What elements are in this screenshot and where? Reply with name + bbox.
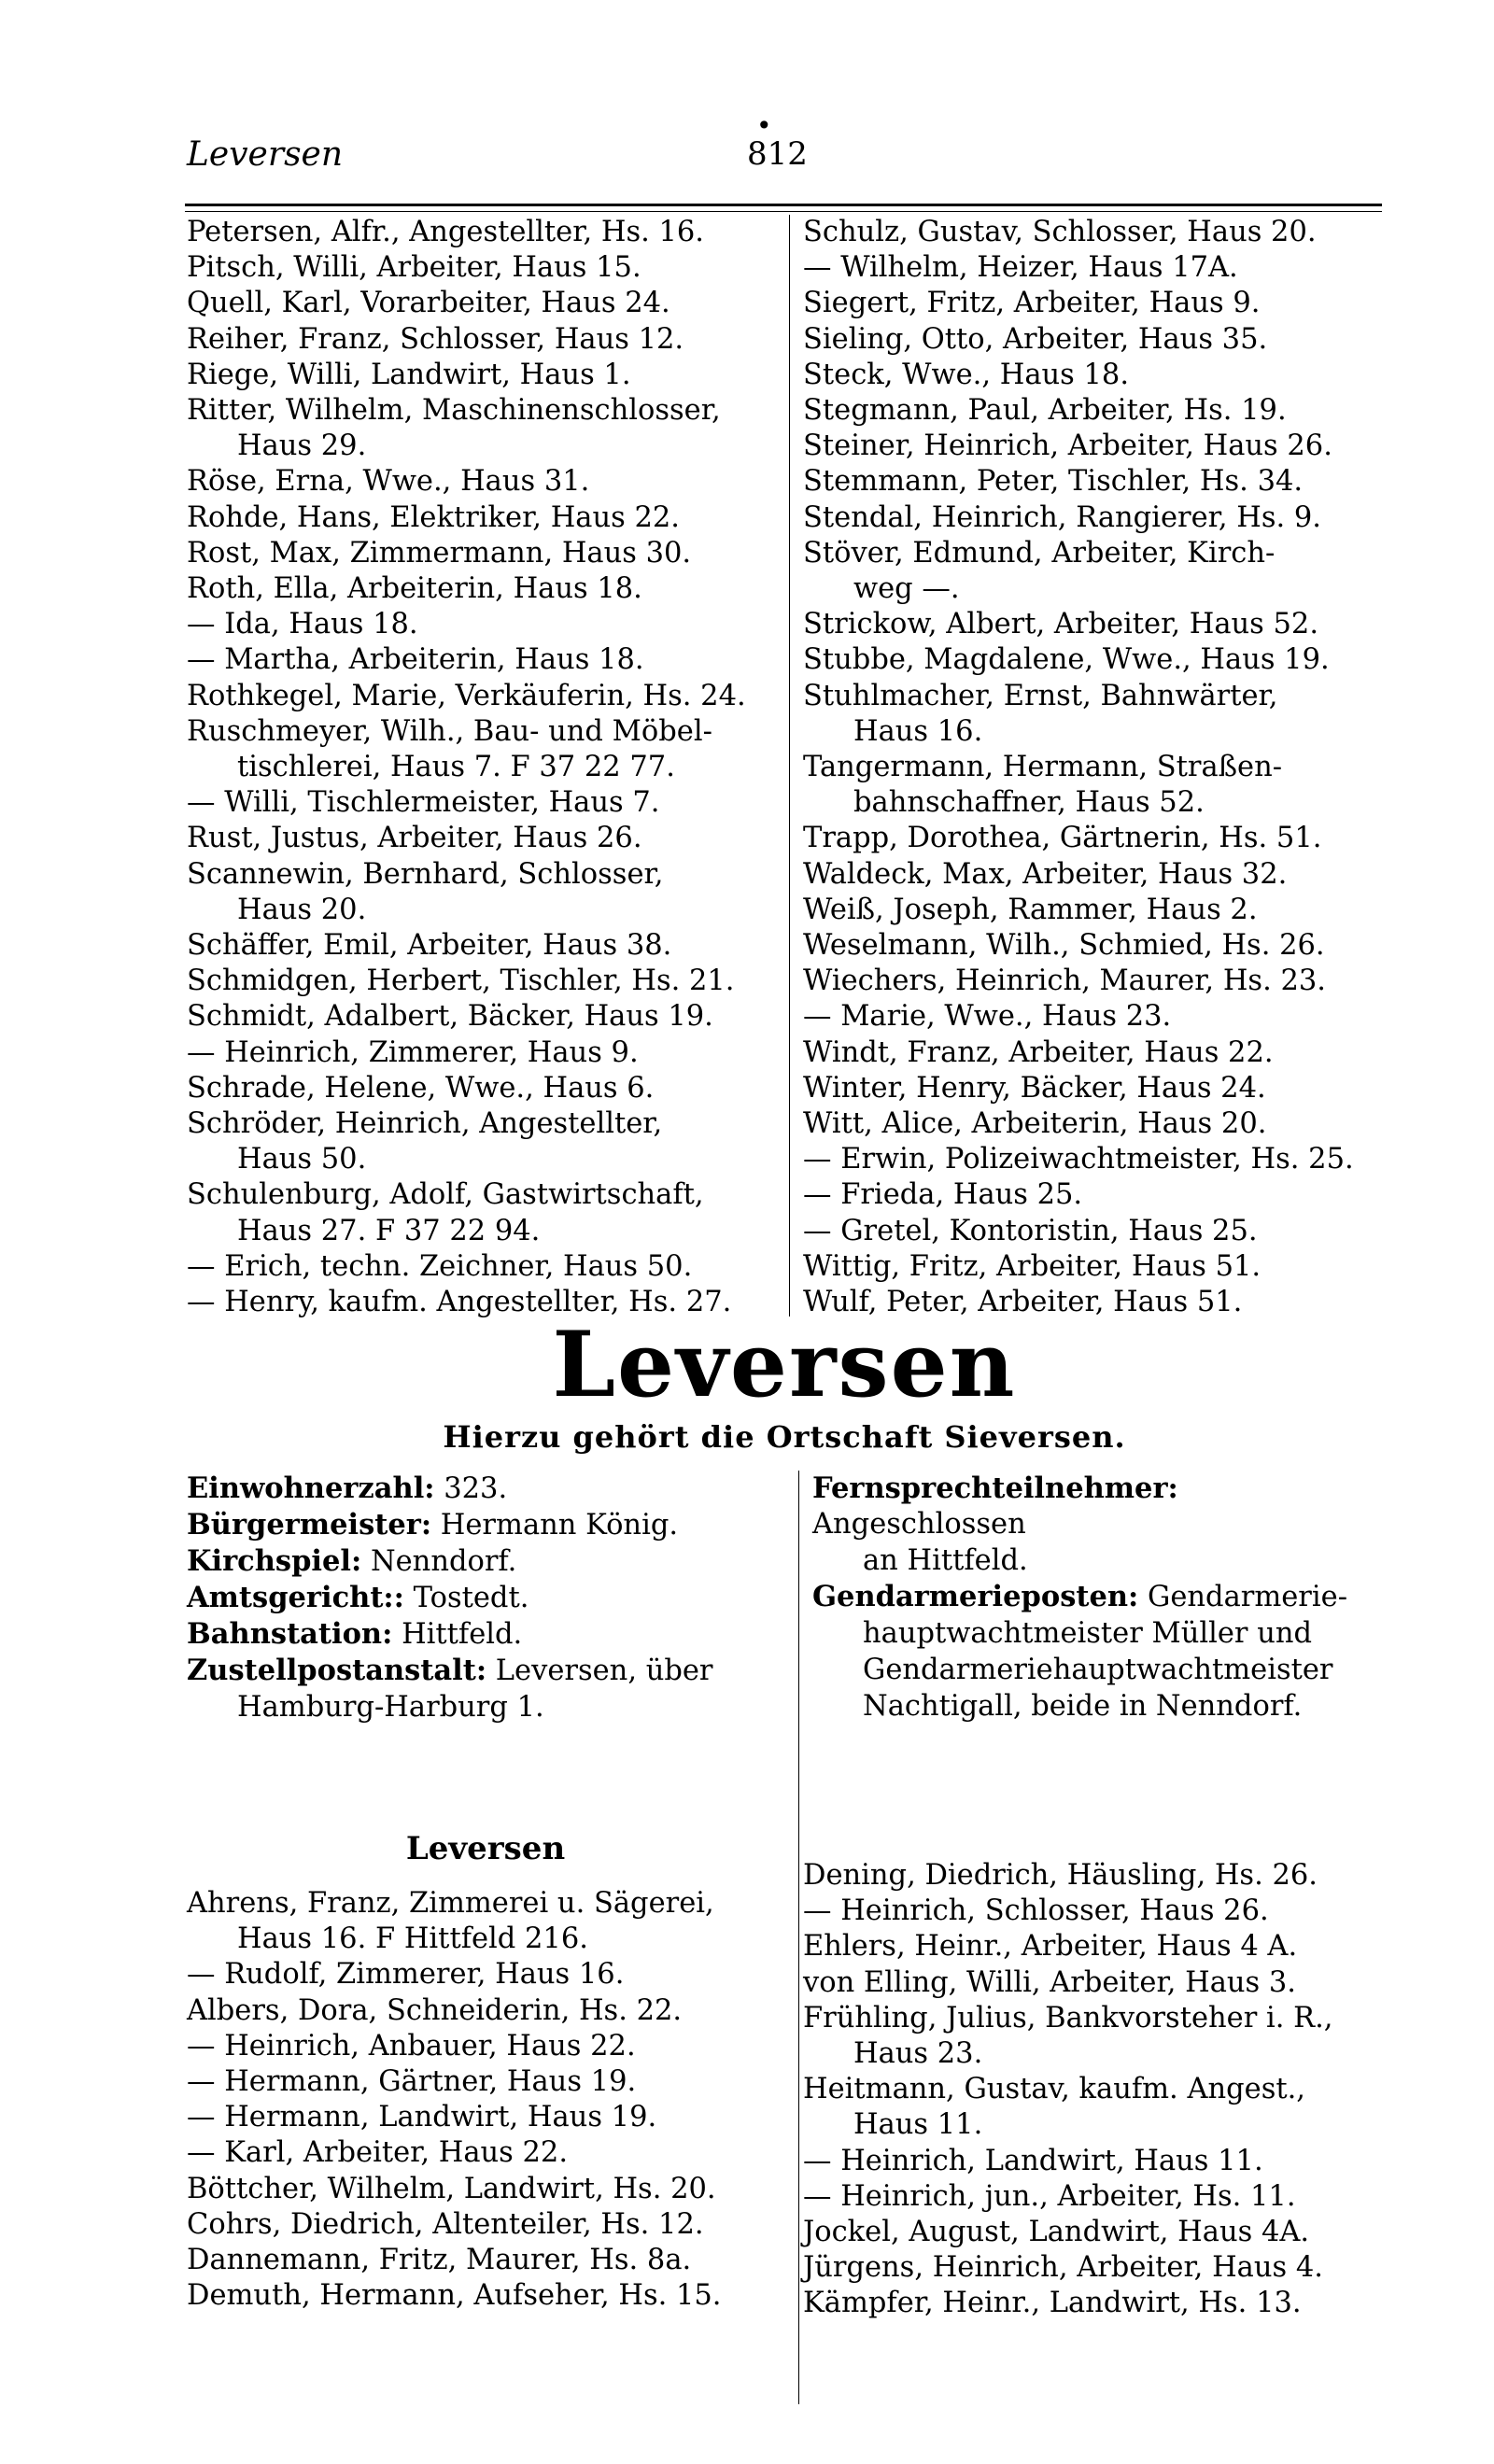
- directory-entry: Weiß, Joseph, Rammer, Haus 2.: [803, 893, 1258, 926]
- bottom-left-column: [187, 1886, 775, 2314]
- info-line: [812, 1652, 1382, 1688]
- directory-entry: Haus 16. F Hittfeld 216.: [237, 1922, 588, 1956]
- directory-entry: Rothkegel, Marie, Verkäuferin, Hs. 24.: [187, 679, 746, 712]
- directory-entry: Albers, Dora, Schneiderin, Hs. 22.: [187, 1993, 683, 2027]
- directory-entry: bahnschaffner, Haus 52.: [853, 786, 1205, 820]
- directory-entry: von Elling, Willi, Arbeiter, Haus 3.: [803, 1965, 1296, 1999]
- directory-entry: — Wilhelm, Heizer, Haus 17A.: [803, 251, 1238, 285]
- info-value: an Hittfeld.: [863, 1544, 1028, 1577]
- directory-entry: Jockel, August, Landwirt, Haus 4A.: [803, 2216, 1310, 2249]
- running-head: Leversen: [187, 135, 344, 174]
- directory-entry: Rust, Justus, Arbeiter, Haus 26.: [187, 822, 642, 855]
- info-label: Bürgermeister:: [187, 1508, 432, 1542]
- info-value: Nenndorf.: [361, 1545, 517, 1578]
- directory-entry: Waldeck, Max, Arbeiter, Haus 32.: [803, 857, 1288, 891]
- directory-entry: — Heinrich, jun., Arbeiter, Hs. 11.: [803, 2179, 1296, 2213]
- directory-entry: — Karl, Arbeiter, Haus 22.: [187, 2136, 569, 2170]
- directory-entry: Wulf, Peter, Arbeiter, Haus 51.: [803, 1286, 1243, 1319]
- municipality-info: [187, 1471, 1382, 1816]
- directory-entry: — Willi, Tischlermeister, Haus 7.: [187, 786, 660, 820]
- section-note: Hierzu gehört die Ortschaft Sieversen.: [443, 1419, 1126, 1455]
- directory-entry: — Martha, Arbeiterin, Haus 18.: [187, 643, 644, 677]
- info-label: Gendarmerieposten:: [812, 1580, 1139, 1613]
- directory-entry: — Hermann, Gärtner, Haus 19.: [187, 2065, 637, 2099]
- info-line: [812, 1688, 1382, 1725]
- directory-entry: Stuhlmacher, Ernst, Bahnwärter,: [803, 679, 1278, 712]
- directory-entry: Sieling, Otto, Arbeiter, Haus 35.: [803, 322, 1268, 356]
- info-line: [187, 1616, 775, 1653]
- info-value: hauptwachtmeister Müller und: [863, 1617, 1313, 1650]
- directory-entry: — Heinrich, Zimmerer, Haus 9.: [187, 1035, 639, 1069]
- info-line: [187, 1543, 775, 1580]
- info-value: Hamburg-Harburg 1.: [237, 1691, 544, 1724]
- directory-entry: Haus 16.: [853, 714, 983, 748]
- column-divider: [789, 215, 790, 1316]
- directory-entry: Jürgens, Heinrich, Arbeiter, Haus 4.: [803, 2251, 1323, 2285]
- directory-entry: Ehlers, Heinr., Arbeiter, Haus 4 A.: [803, 1930, 1298, 1964]
- directory-entry: Ritter, Wilhelm, Maschinenschlosser,: [187, 394, 721, 428]
- directory-entry: — Erwin, Polizeiwachtmeister, Hs. 25.: [803, 1143, 1354, 1176]
- directory-entry: — Frieda, Haus 25.: [803, 1178, 1083, 1212]
- directory-entry: Steiner, Heinrich, Arbeiter, Haus 26.: [803, 429, 1332, 463]
- directory-entry: Haus 23.: [853, 2037, 983, 2071]
- info-value: Angeschlossen: [812, 1508, 1026, 1541]
- info-left-column: [187, 1471, 775, 1725]
- info-line: [812, 1615, 1382, 1652]
- directory-entry: Stöver, Edmund, Arbeiter, Kirch-: [803, 536, 1276, 570]
- directory-entry: Strickow, Albert, Arbeiter, Haus 52.: [803, 608, 1319, 641]
- directory-entry: Quell, Karl, Vorarbeiter, Haus 24.: [187, 287, 670, 320]
- directory-entry: Witt, Alice, Arbeiterin, Haus 20.: [803, 1107, 1267, 1141]
- directory-entry: Haus 29.: [237, 429, 367, 463]
- directory-page: [177, 110, 1391, 2362]
- directory-entry: — Heinrich, Schlosser, Haus 26.: [803, 1894, 1269, 1928]
- directory-entry: Haus 11.: [853, 2108, 983, 2142]
- directory-entry: Haus 50.: [237, 1143, 367, 1176]
- bottom-columns: [187, 1859, 1382, 2353]
- directory-entry: Scannewin, Bernhard, Schlosser,: [187, 857, 664, 891]
- directory-entry: — Hermann, Landwirt, Haus 19.: [187, 2101, 657, 2134]
- info-label: Kirchspiel:: [187, 1544, 362, 1578]
- page-dot: •: [756, 110, 772, 141]
- info-value: Nachtigall, beide in Nenndorf.: [863, 1690, 1303, 1723]
- directory-entry: Trapp, Dorothea, Gärtnerin, Hs. 51.: [803, 822, 1322, 855]
- directory-entry: Demuth, Hermann, Aufseher, Hs. 15.: [187, 2279, 722, 2313]
- directory-entry: Ruschmeyer, Wilh., Bau- und Möbel-: [187, 714, 712, 748]
- directory-entry: Schulz, Gustav, Schlosser, Haus 20.: [803, 216, 1317, 248]
- directory-entry: Frühling, Julius, Bankvorsteher i. R.,: [803, 2001, 1333, 2035]
- directory-entry: Schmidgen, Herbert, Tischler, Hs. 21.: [187, 964, 735, 998]
- directory-entry: Windt, Franz, Arbeiter, Haus 22.: [803, 1035, 1274, 1069]
- directory-entry: Wittig, Fritz, Arbeiter, Haus 51.: [803, 1249, 1261, 1283]
- top-left-column: [187, 215, 775, 1320]
- directory-entry: Pitsch, Willi, Arbeiter, Haus 15.: [187, 251, 641, 285]
- info-label: Zustellpostanstalt:: [187, 1654, 487, 1687]
- directory-entry: Steck, Wwe., Haus 18.: [803, 358, 1130, 391]
- info-label: Einwohnerzahl:: [187, 1471, 435, 1505]
- directory-entry: Petersen, Alfr., Angestellter, Hs. 16.: [187, 216, 704, 248]
- info-line: [187, 1471, 775, 1507]
- directory-entry: Roth, Ella, Arbeiterin, Haus 18.: [187, 572, 642, 606]
- directory-entry: Rost, Max, Zimmermann, Haus 30.: [187, 536, 692, 570]
- directory-entry: — Rudolf, Zimmerer, Haus 16.: [187, 1958, 625, 1992]
- directory-entry: Haus 27. F 37 22 94.: [237, 1214, 541, 1247]
- top-right-column: [803, 215, 1382, 1320]
- directory-entry: Stemmann, Peter, Tischler, Hs. 34.: [803, 465, 1304, 499]
- directory-entry: Cohrs, Diedrich, Altenteiler, Hs. 12.: [187, 2207, 704, 2241]
- info-value: Gendarmerie-: [1138, 1581, 1347, 1613]
- directory-entry: Stendal, Heinrich, Rangierer, Hs. 9.: [803, 500, 1322, 534]
- info-label: Bahnstation:: [187, 1617, 393, 1651]
- directory-entry: Röse, Erna, Wwe., Haus 31.: [187, 465, 590, 499]
- directory-entry: — Ida, Haus 18.: [187, 608, 418, 641]
- header-rule-thin: [185, 211, 1382, 212]
- directory-entry: Riege, Willi, Landwirt, Haus 1.: [187, 358, 631, 391]
- directory-entry: — Erich, techn. Zeichner, Haus 50.: [187, 1249, 693, 1283]
- directory-entry: Schäffer, Emil, Arbeiter, Haus 38.: [187, 929, 672, 963]
- directory-entry: Schulenburg, Adolf, Gastwirtschaft,: [187, 1178, 704, 1212]
- info-line: [812, 1471, 1382, 1542]
- top-columns: [187, 215, 1382, 1373]
- directory-entry: Ahrens, Franz, Zimmerei u. Sägerei,: [187, 1887, 714, 1920]
- directory-entry: weg —.: [853, 572, 960, 606]
- directory-entry: Dening, Diedrich, Häusling, Hs. 26.: [803, 1859, 1318, 1892]
- info-value: Hermann König.: [431, 1509, 679, 1542]
- info-line: [187, 1507, 775, 1543]
- directory-entry: — Henry, kaufm. Angestellter, Hs. 27.: [187, 1286, 732, 1319]
- directory-entry: Schröder, Heinrich, Angestellter,: [187, 1107, 663, 1141]
- bottom-right-column: [803, 1858, 1382, 2322]
- directory-entry: Schrade, Helene, Wwe., Haus 6.: [187, 1071, 655, 1105]
- info-value: 323.: [434, 1472, 508, 1505]
- directory-entry: Tangermann, Hermann, Straßen-: [803, 751, 1283, 784]
- directory-entry: Heitmann, Gustav, kaufm. Angest.,: [803, 2073, 1305, 2106]
- directory-entry: — Marie, Wwe., Haus 23.: [803, 1000, 1172, 1034]
- directory-entry: Rohde, Hans, Elektriker, Haus 22.: [187, 500, 680, 534]
- info-right-column: [812, 1471, 1382, 1725]
- info-value: Gendarmeriehauptwachtmeister: [863, 1654, 1333, 1686]
- info-line: [187, 1689, 775, 1725]
- directory-entry: — Gretel, Kontoristin, Haus 25.: [803, 1214, 1258, 1247]
- directory-entry: Kämpfer, Heinr., Landwirt, Hs. 13.: [803, 2287, 1302, 2320]
- subsection-title: Leversen: [405, 1830, 566, 1867]
- info-line: [812, 1579, 1382, 1615]
- directory-entry: Siegert, Fritz, Arbeiter, Haus 9.: [803, 287, 1261, 320]
- directory-entry: Haus 20.: [237, 893, 367, 926]
- info-value: Leversen, über: [486, 1654, 713, 1687]
- directory-entry: Weselmann, Wilh., Schmied, Hs. 26.: [803, 929, 1325, 963]
- directory-entry: Stubbe, Magdalene, Wwe., Haus 19.: [803, 643, 1330, 677]
- directory-entry: — Heinrich, Landwirt, Haus 11.: [803, 2144, 1263, 2177]
- header-rule-thick: [185, 204, 1382, 206]
- page-header: [177, 110, 1391, 187]
- directory-entry: Dannemann, Fritz, Maurer, Hs. 8a.: [187, 2244, 692, 2277]
- info-label: Fernsprechteilnehmer:: [812, 1471, 1178, 1505]
- directory-entry: Schmidt, Adalbert, Bäcker, Haus 19.: [187, 1000, 713, 1034]
- section-title: Leversen: [552, 1312, 1017, 1417]
- directory-entry: Stegmann, Paul, Arbeiter, Hs. 19.: [803, 394, 1287, 428]
- info-value: Tostedt.: [403, 1582, 529, 1614]
- directory-entry: Reiher, Franz, Schlosser, Haus 12.: [187, 322, 684, 356]
- directory-entry: tischlerei, Haus 7. F 37 22 77.: [237, 751, 675, 784]
- info-line: [812, 1542, 1382, 1579]
- page-number: 812: [747, 135, 808, 173]
- directory-entry: Winter, Henry, Bäcker, Haus 24.: [803, 1071, 1266, 1105]
- info-line: [187, 1580, 775, 1616]
- directory-entry: Wiechers, Heinrich, Maurer, Hs. 23.: [803, 964, 1326, 998]
- directory-entry: — Heinrich, Anbauer, Haus 22.: [187, 2029, 636, 2063]
- directory-entry: Böttcher, Wilhelm, Landwirt, Hs. 20.: [187, 2172, 716, 2205]
- info-label: Amtsgericht::: [187, 1581, 404, 1614]
- info-line: [187, 1653, 775, 1689]
- info-value: Hittfeld.: [392, 1618, 523, 1651]
